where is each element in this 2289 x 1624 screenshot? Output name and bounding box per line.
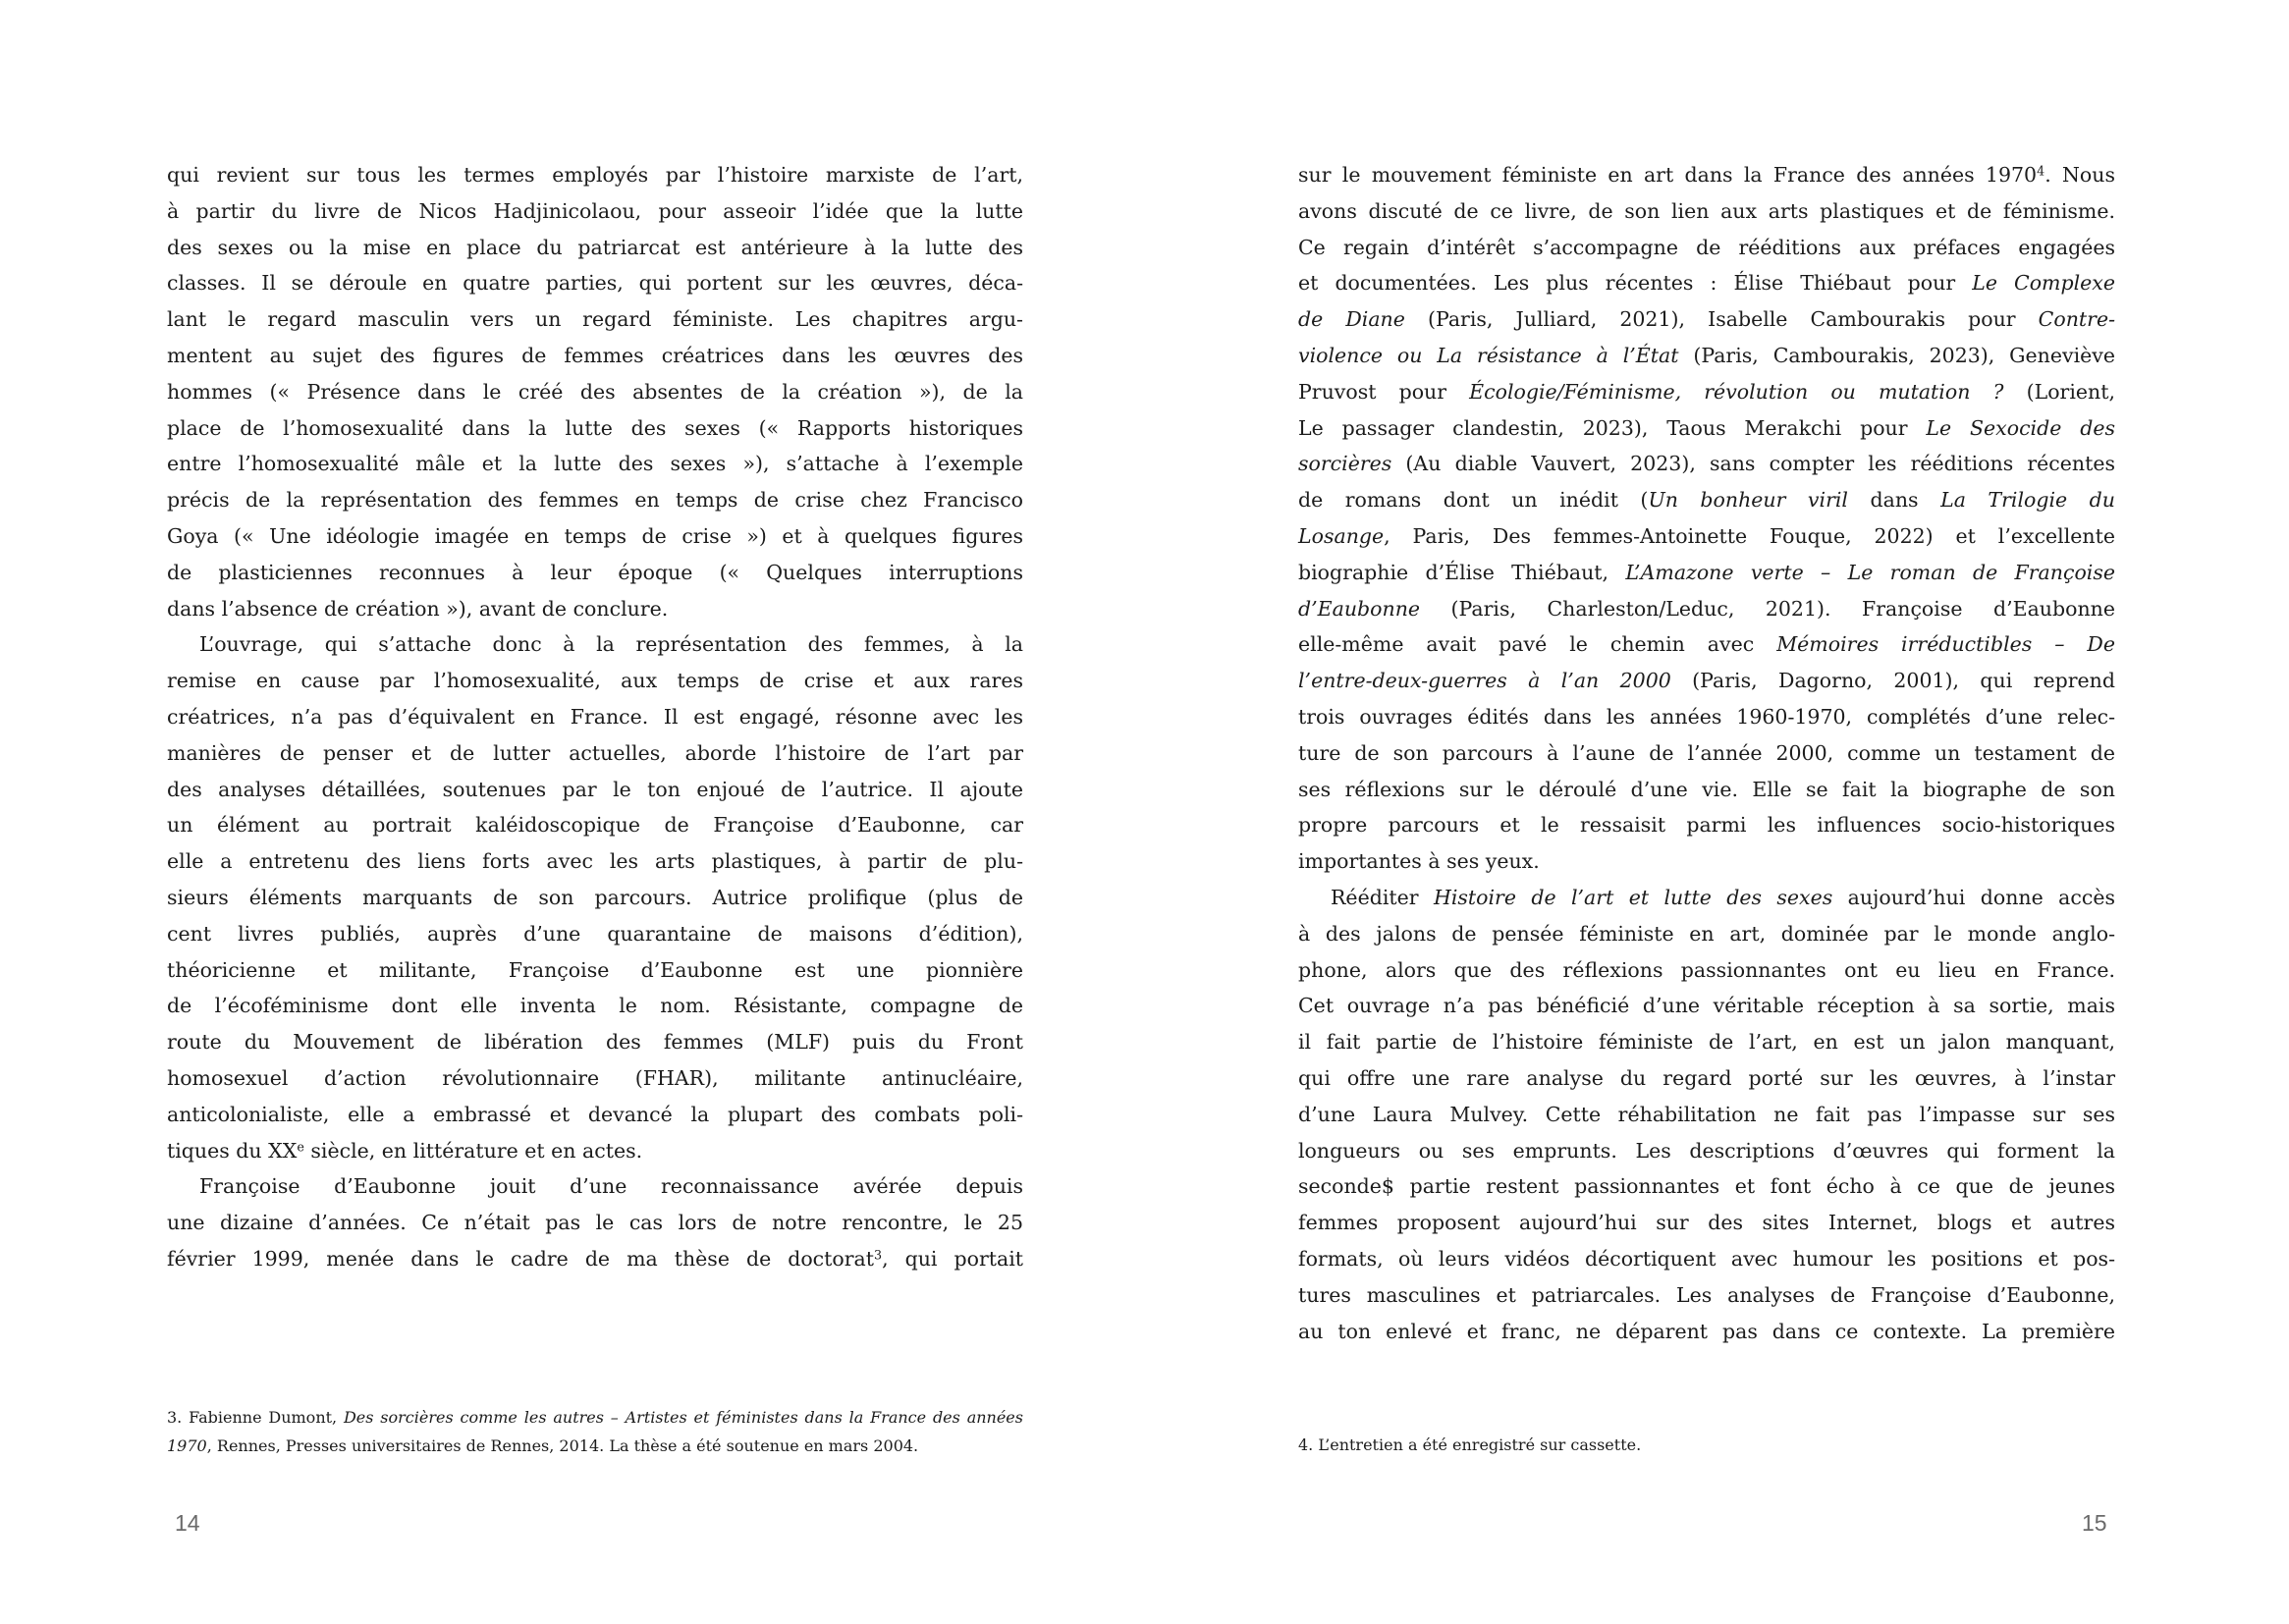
text-line: Françoise d’Eaubonne jouit d’une reconnaissance avérée depuis — [199, 1174, 1023, 1199]
text-line: tiques du XXe siècle, en littérature et en actes. — [167, 1138, 643, 1163]
text-line: il fait partie de l’histoire féministe de l’art, en est un jalon manquant, — [1298, 1030, 2115, 1055]
text-line: seconde$ partie restent passionnantes et font écho à ce que de jeunes — [1298, 1174, 2115, 1199]
text-line: ses réflexions sur le déroulé d’une vie. Elle se fait la biographe de son — [1298, 777, 2115, 801]
text-line: elle-même avait pavé le chemin avec Mémoires irréductibles – De — [1298, 632, 2116, 657]
text-line: classes. Il se déroule en quatre parties, qui portent sur les œuvres, déca- — [167, 271, 1023, 296]
text-line: femmes proposent aujourd’hui sur des sites Internet, blogs et autres — [1298, 1211, 2115, 1235]
text-line: anticolonialiste, elle a embrassé et devancé la plupart des combats poli- — [167, 1102, 1023, 1126]
text-line: qui offre une rare analyse du regard porté sur les œuvres, à l’instar — [1298, 1065, 2115, 1090]
text-line: biographie d’Élise Thiébaut, L’Amazone verte – Le roman de Françoise — [1298, 560, 2116, 584]
text-line: de l’écoféminisme dont elle inventa le nom. Résistante, compagne de — [167, 994, 1023, 1018]
text-line: elle a entretenu des liens forts avec les arts plastiques, à partir de plu- — [167, 849, 1023, 874]
text-line: des analyses détaillées, soutenues par le ton enjoué de l’autrice. Il ajoute — [167, 777, 1023, 801]
page-number-left: 14 — [175, 1510, 200, 1536]
text-line: qui revient sur tous les termes employés par l’histoire marxiste de l’art, — [167, 163, 1023, 187]
text-line: des sexes ou la mise en place du patriarcat est antérieure à la lutte des — [167, 235, 1023, 259]
text-line: mentent au sujet des figures de femmes créatrices dans les œuvres des — [167, 343, 1023, 367]
text-line: lant le regard masculin vers un regard féministe. Les chapitres argu- — [167, 307, 1023, 332]
text-line: place de l’homosexualité dans la lutte des sexes (« Rapports historiques — [167, 415, 1023, 440]
text-line: manières de penser et de lutter actuelles, aborde l’histoire de l’art par — [167, 740, 1023, 765]
text-line: remise en cause par l’homosexualité, aux temps de crise et aux rares — [167, 669, 1023, 693]
text-line: phone, alors que des réflexions passionnantes ont eu lieu en France. — [1298, 957, 2115, 982]
text-line: sur le mouvement féministe en art dans la France des années 1970$^4$. Nous — [1298, 163, 2115, 187]
text-line: longueurs ou ses emprunts. Les descriptions d’œuvres qui forment la — [1298, 1138, 2115, 1163]
text-line: créatrices, n’a pas d’équivalent en France. Il est engagé, résonne avec les — [167, 704, 1023, 729]
text-line: à des jalons de pensée féministe en art, dominée par le monde anglo- — [1298, 921, 2115, 946]
text-line: Rééditer Histoire de l’art et lutte des sexes aujourd’hui donne accès — [1331, 885, 2115, 909]
text-line: tures masculines et patriarcales. Les analyses de Françoise d’Eaubonne, — [1298, 1282, 2115, 1307]
text-line: trois ouvrages édités dans les années 1960-1970, complétés d’une relec- — [1298, 704, 2115, 729]
text-line: 4. L’entretien a été enregistré sur cassette. — [1298, 1435, 1642, 1454]
text-line: cent livres publiés, auprès d’une quarantaine de maisons d’édition), — [167, 921, 1023, 946]
text-line: théoricienne et militante, Françoise d’Eaubonne est une pionnière — [167, 957, 1023, 982]
text-line: sieurs éléments marquants de son parcours. Autrice prolifique (plus de — [167, 885, 1023, 909]
text-line: 3. Fabienne Dumont, Des sorcières comme les autres – Artistes et féministes dans la France des années — [167, 1408, 1023, 1427]
text-line: sorcières (Au diable Vauvert, 2023), sans compter les rééditions récentes — [1298, 452, 2115, 476]
text-line: 1970, Rennes, Presses universitaires de Rennes, 2014. La thèse a été soutenue en mars 2004. — [167, 1435, 919, 1455]
text-line: Losange, Paris, Des femmes-Antoinette Fouque, 2022) et l’excellente — [1298, 523, 2115, 548]
text-line: une dizaine d’années. Ce n’était pas le cas lors de notre rencontre, le 25 — [167, 1211, 1023, 1235]
text-line: Goya (« Une idéologie imagée en temps de crise ») et à quelques figures — [167, 523, 1023, 548]
text-line: ture de son parcours à l’aune de l’année 2000, comme un testament de — [1298, 740, 2115, 765]
left-page-text — [167, 157, 1023, 1277]
text-line: un élément au portrait kaléidoscopique de Françoise d’Eaubonne, car — [167, 813, 1023, 838]
text-line: Le passager clandestin, 2023), Taous Merakchi pour Le Sexocide des — [1298, 415, 2115, 440]
text-line: Cet ouvrage n’a pas bénéficié d’une véritable réception à sa sortie, mais — [1298, 994, 2115, 1018]
text-line: route du Mouvement de libération des femmes (MLF) puis du Front — [167, 1030, 1023, 1055]
left-page-footnote — [167, 1404, 1023, 1460]
text-line: d’Eaubonne (Paris, Charleston/Leduc, 2021). Françoise d’Eaubonne — [1298, 596, 2115, 621]
text-line: L’ouvrage, qui s’attache donc à la représentation des femmes, à la — [199, 632, 1023, 657]
page-number-right: 15 — [2082, 1510, 2107, 1536]
text-line: Ce regain d’intérêt s’accompagne de rééditions aux préfaces engagées — [1298, 235, 2115, 259]
text-line: l’entre-deux-guerres à l’an 2000 (Paris, Dagorno, 2001), qui reprend — [1298, 669, 2115, 693]
text-line: précis de la représentation des femmes en temps de crise chez Francisco — [167, 488, 1023, 513]
text-line: importantes à ses yeux. — [1298, 849, 1540, 874]
text-line: février 1999, menée dans le cadre de ma thèse de doctorat$^3$, qui portait — [167, 1246, 1024, 1271]
text-line: et documentées. Les plus récentes : Élise Thiébaut pour Le Complexe — [1298, 271, 2115, 296]
text-line: à partir du livre de Nicos Hadjinicolaou, pour asseoir l’idée que la lutte — [167, 198, 1023, 223]
text-line: avons discuté de ce livre, de son lien aux arts plastiques et de féminisme. — [1298, 198, 2115, 223]
right-page-text — [1298, 157, 2115, 1349]
text-line: formats, où leurs vidéos décortiquent avec humour les positions et pos- — [1298, 1246, 2115, 1271]
text-line: d’une Laura Mulvey. Cette réhabilitation ne fait pas l’impasse sur ses — [1298, 1102, 2115, 1126]
text-line: Pruvost pour Écologie/Féminisme, révolution ou mutation ? (Lorient, — [1298, 379, 2115, 404]
text-line: dans l’absence de création »), avant de conclure. — [167, 596, 669, 621]
text-line: hommes (« Présence dans le créé des absentes de la création »), de la — [167, 379, 1023, 404]
text-line: violence ou La résistance à l’État (Paris, Cambourakis, 2023), Geneviève — [1298, 343, 2115, 367]
text-line: de Diane (Paris, Julliard, 2021), Isabelle Cambourakis pour Contre- — [1298, 307, 2115, 332]
text-line: de plasticiennes reconnues à leur époque (« Quelques interruptions — [167, 560, 1023, 584]
text-line: au ton enlevé et franc, ne déparent pas dans ce contexte. La première — [1298, 1319, 2115, 1343]
text-line: homosexuel d’action révolutionnaire (FHAR), militante antinucléaire, — [167, 1065, 1023, 1090]
text-line: de romans dont un inédit (Un bonheur viril dans La Trilogie du — [1298, 488, 2116, 513]
text-line: entre l’homosexualité mâle et la lutte des sexes »), s’attache à l’exemple — [167, 452, 1023, 476]
right-page-footnote — [1298, 1432, 2115, 1460]
text-line: propre parcours et le ressaisit parmi les influences socio-historiques — [1298, 813, 2115, 838]
